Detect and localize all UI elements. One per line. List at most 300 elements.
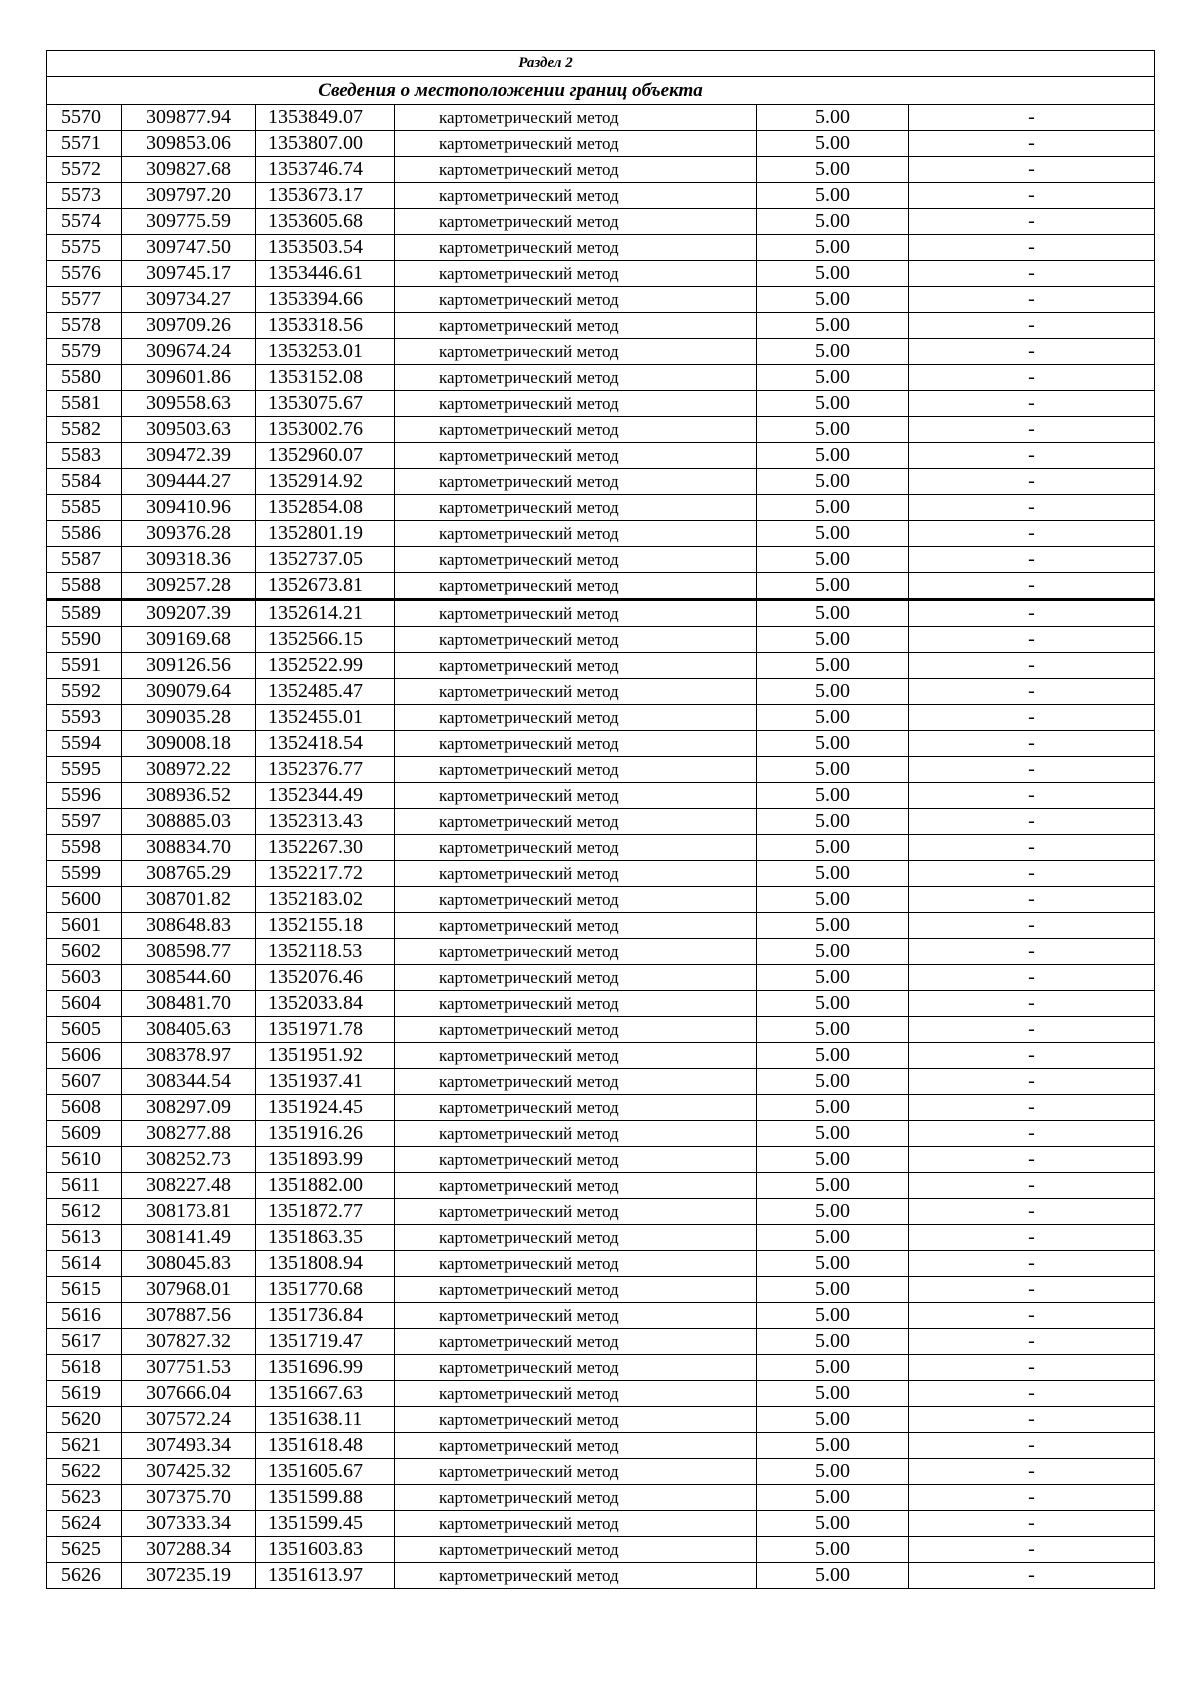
- point-number-cell: 5611: [47, 1173, 122, 1199]
- table-row: [47, 1563, 1155, 1589]
- error-value-cell: 5.00: [757, 965, 909, 991]
- x-coordinate-cell: 308701.82: [122, 887, 256, 913]
- method-cell: картометрический метод: [395, 131, 757, 157]
- point-number-cell: 5605: [47, 1017, 122, 1043]
- table-row: [47, 1459, 1155, 1485]
- point-number-cell: 5595: [47, 757, 122, 783]
- y-coordinate-cell: 1352614.21: [256, 600, 395, 627]
- description-cell: -: [909, 1459, 1155, 1485]
- table-row: [47, 157, 1155, 183]
- description-cell: -: [909, 600, 1155, 627]
- method-cell: картометрический метод: [395, 417, 757, 443]
- y-coordinate-cell: 1351613.97: [256, 1563, 395, 1589]
- x-coordinate-cell: 308045.83: [122, 1251, 256, 1277]
- table-row: [47, 339, 1155, 365]
- error-value-cell: 5.00: [757, 757, 909, 783]
- y-coordinate-cell: 1352960.07: [256, 443, 395, 469]
- table-row: [47, 1485, 1155, 1511]
- x-coordinate-cell: 308972.22: [122, 757, 256, 783]
- x-coordinate-cell: 308481.70: [122, 991, 256, 1017]
- error-value-cell: 5.00: [757, 887, 909, 913]
- y-coordinate-cell: 1352914.92: [256, 469, 395, 495]
- y-coordinate-cell: 1351599.88: [256, 1485, 395, 1511]
- method-cell: картометрический метод: [395, 105, 757, 131]
- y-coordinate-cell: 1352344.49: [256, 783, 395, 809]
- method-cell: картометрический метод: [395, 573, 757, 600]
- y-coordinate-cell: 1353503.54: [256, 235, 395, 261]
- description-cell: -: [909, 887, 1155, 913]
- point-number-cell: 5601: [47, 913, 122, 939]
- y-coordinate-cell: 1353318.56: [256, 313, 395, 339]
- method-cell: картометрический метод: [395, 731, 757, 757]
- point-number-cell: 5596: [47, 783, 122, 809]
- error-value-cell: 5.00: [757, 183, 909, 209]
- table-row: [47, 1537, 1155, 1563]
- y-coordinate-cell: 1351696.99: [256, 1355, 395, 1381]
- x-coordinate-cell: 309444.27: [122, 469, 256, 495]
- error-value-cell: 5.00: [757, 1329, 909, 1355]
- error-value-cell: 5.00: [757, 1225, 909, 1251]
- y-coordinate-cell: 1352033.84: [256, 991, 395, 1017]
- error-value-cell: 5.00: [757, 105, 909, 131]
- method-cell: картометрический метод: [395, 861, 757, 887]
- point-number-cell: 5621: [47, 1433, 122, 1459]
- x-coordinate-cell: 309410.96: [122, 495, 256, 521]
- x-coordinate-cell: 309775.59: [122, 209, 256, 235]
- method-cell: картометрический метод: [395, 627, 757, 653]
- section-title-row: [47, 77, 1155, 105]
- x-coordinate-cell: 308598.77: [122, 939, 256, 965]
- y-coordinate-cell: 1352118.53: [256, 939, 395, 965]
- description-cell: -: [909, 131, 1155, 157]
- error-value-cell: 5.00: [757, 287, 909, 313]
- error-value-cell: 5.00: [757, 1043, 909, 1069]
- x-coordinate-cell: 307288.34: [122, 1537, 256, 1563]
- x-coordinate-cell: 307572.24: [122, 1407, 256, 1433]
- description-cell: -: [909, 991, 1155, 1017]
- y-coordinate-cell: 1353849.07: [256, 105, 395, 131]
- table-row: [47, 443, 1155, 469]
- method-cell: картометрический метод: [395, 391, 757, 417]
- y-coordinate-cell: 1353394.66: [256, 287, 395, 313]
- point-number-cell: 5581: [47, 391, 122, 417]
- method-cell: картометрический метод: [395, 313, 757, 339]
- error-value-cell: 5.00: [757, 1095, 909, 1121]
- error-value-cell: 5.00: [757, 339, 909, 365]
- point-number-cell: 5578: [47, 313, 122, 339]
- x-coordinate-cell: 307375.70: [122, 1485, 256, 1511]
- x-coordinate-cell: 309169.68: [122, 627, 256, 653]
- y-coordinate-cell: 1352737.05: [256, 547, 395, 573]
- section-title: Сведения о местоположении границ объекта: [318, 80, 703, 101]
- description-cell: -: [909, 1199, 1155, 1225]
- y-coordinate-cell: 1352418.54: [256, 731, 395, 757]
- y-coordinate-cell: 1353253.01: [256, 339, 395, 365]
- table-row: [47, 1303, 1155, 1329]
- method-cell: картометрический метод: [395, 783, 757, 809]
- error-value-cell: 5.00: [757, 1121, 909, 1147]
- method-cell: картометрический метод: [395, 1225, 757, 1251]
- description-cell: -: [909, 809, 1155, 835]
- point-number-cell: 5612: [47, 1199, 122, 1225]
- description-cell: -: [909, 627, 1155, 653]
- table-row: [47, 1043, 1155, 1069]
- description-cell: -: [909, 965, 1155, 991]
- y-coordinate-cell: 1351605.67: [256, 1459, 395, 1485]
- method-cell: картометрический метод: [395, 653, 757, 679]
- description-cell: -: [909, 313, 1155, 339]
- point-number-cell: 5613: [47, 1225, 122, 1251]
- x-coordinate-cell: 309853.06: [122, 131, 256, 157]
- description-cell: -: [909, 1563, 1155, 1589]
- error-value-cell: 5.00: [757, 627, 909, 653]
- point-number-cell: 5586: [47, 521, 122, 547]
- table-row: [47, 209, 1155, 235]
- section-label-row: [47, 51, 1155, 77]
- method-cell: картометрический метод: [395, 495, 757, 521]
- table-row: [47, 679, 1155, 705]
- error-value-cell: 5.00: [757, 495, 909, 521]
- error-value-cell: 5.00: [757, 1147, 909, 1173]
- method-cell: картометрический метод: [395, 443, 757, 469]
- method-cell: картометрический метод: [395, 1381, 757, 1407]
- x-coordinate-cell: 309558.63: [122, 391, 256, 417]
- description-cell: -: [909, 1173, 1155, 1199]
- y-coordinate-cell: 1351882.00: [256, 1173, 395, 1199]
- error-value-cell: 5.00: [757, 1563, 909, 1589]
- point-number-cell: 5594: [47, 731, 122, 757]
- table-row: [47, 1511, 1155, 1537]
- y-coordinate-cell: 1353807.00: [256, 131, 395, 157]
- error-value-cell: 5.00: [757, 600, 909, 627]
- table-row: [47, 653, 1155, 679]
- description-cell: -: [909, 443, 1155, 469]
- description-cell: -: [909, 1121, 1155, 1147]
- table-row: [47, 1433, 1155, 1459]
- table-row: [47, 913, 1155, 939]
- y-coordinate-cell: 1351618.48: [256, 1433, 395, 1459]
- x-coordinate-cell: 309674.24: [122, 339, 256, 365]
- point-number-cell: 5597: [47, 809, 122, 835]
- y-coordinate-cell: 1351808.94: [256, 1251, 395, 1277]
- point-number-cell: 5571: [47, 131, 122, 157]
- y-coordinate-cell: 1352313.43: [256, 809, 395, 835]
- x-coordinate-cell: 308141.49: [122, 1225, 256, 1251]
- y-coordinate-cell: 1352455.01: [256, 705, 395, 731]
- method-cell: картометрический метод: [395, 1485, 757, 1511]
- error-value-cell: 5.00: [757, 1511, 909, 1537]
- y-coordinate-cell: 1351872.77: [256, 1199, 395, 1225]
- point-number-cell: 5626: [47, 1563, 122, 1589]
- description-cell: -: [909, 705, 1155, 731]
- point-number-cell: 5622: [47, 1459, 122, 1485]
- table-row: [47, 495, 1155, 521]
- table-row: [47, 1121, 1155, 1147]
- description-cell: -: [909, 653, 1155, 679]
- method-cell: картометрический метод: [395, 547, 757, 573]
- method-cell: картометрический метод: [395, 757, 757, 783]
- method-cell: картометрический метод: [395, 1095, 757, 1121]
- method-cell: картометрический метод: [395, 157, 757, 183]
- method-cell: картометрический метод: [395, 939, 757, 965]
- error-value-cell: 5.00: [757, 1355, 909, 1381]
- point-number-cell: 5573: [47, 183, 122, 209]
- description-cell: -: [909, 1329, 1155, 1355]
- x-coordinate-cell: 309877.94: [122, 105, 256, 131]
- error-value-cell: 5.00: [757, 131, 909, 157]
- method-cell: картометрический метод: [395, 1251, 757, 1277]
- method-cell: картометрический метод: [395, 887, 757, 913]
- point-number-cell: 5615: [47, 1277, 122, 1303]
- method-cell: картометрический метод: [395, 469, 757, 495]
- y-coordinate-cell: 1352076.46: [256, 965, 395, 991]
- method-cell: картометрический метод: [395, 1277, 757, 1303]
- description-cell: -: [909, 339, 1155, 365]
- error-value-cell: 5.00: [757, 469, 909, 495]
- description-cell: -: [909, 183, 1155, 209]
- table-row: [47, 1173, 1155, 1199]
- table-row: [47, 313, 1155, 339]
- table-row: [47, 105, 1155, 131]
- table-row: [47, 965, 1155, 991]
- method-cell: картометрический метод: [395, 365, 757, 391]
- point-number-cell: 5599: [47, 861, 122, 887]
- x-coordinate-cell: 308936.52: [122, 783, 256, 809]
- point-number-cell: 5607: [47, 1069, 122, 1095]
- x-coordinate-cell: 308834.70: [122, 835, 256, 861]
- error-value-cell: 5.00: [757, 417, 909, 443]
- method-cell: картометрический метод: [395, 809, 757, 835]
- description-cell: -: [909, 1043, 1155, 1069]
- point-number-cell: 5625: [47, 1537, 122, 1563]
- description-cell: -: [909, 287, 1155, 313]
- y-coordinate-cell: 1351863.35: [256, 1225, 395, 1251]
- point-number-cell: 5610: [47, 1147, 122, 1173]
- point-number-cell: 5575: [47, 235, 122, 261]
- x-coordinate-cell: 307827.32: [122, 1329, 256, 1355]
- description-cell: -: [909, 547, 1155, 573]
- point-number-cell: 5589: [47, 600, 122, 627]
- method-cell: картометрический метод: [395, 1329, 757, 1355]
- description-cell: -: [909, 469, 1155, 495]
- x-coordinate-cell: 309827.68: [122, 157, 256, 183]
- y-coordinate-cell: 1353152.08: [256, 365, 395, 391]
- description-cell: -: [909, 1017, 1155, 1043]
- y-coordinate-cell: 1353075.67: [256, 391, 395, 417]
- error-value-cell: 5.00: [757, 1381, 909, 1407]
- error-value-cell: 5.00: [757, 835, 909, 861]
- table-row: [47, 731, 1155, 757]
- table-row: [47, 1251, 1155, 1277]
- boundary-table: [46, 50, 1155, 1589]
- error-value-cell: 5.00: [757, 209, 909, 235]
- method-cell: картометрический метод: [395, 1459, 757, 1485]
- table-row: [47, 183, 1155, 209]
- method-cell: картометрический метод: [395, 965, 757, 991]
- table-row: [47, 261, 1155, 287]
- point-number-cell: 5618: [47, 1355, 122, 1381]
- point-number-cell: 5614: [47, 1251, 122, 1277]
- point-number-cell: 5603: [47, 965, 122, 991]
- point-number-cell: 5591: [47, 653, 122, 679]
- description-cell: -: [909, 1355, 1155, 1381]
- error-value-cell: 5.00: [757, 313, 909, 339]
- error-value-cell: 5.00: [757, 157, 909, 183]
- description-cell: -: [909, 105, 1155, 131]
- method-cell: картометрический метод: [395, 913, 757, 939]
- x-coordinate-cell: 308378.97: [122, 1043, 256, 1069]
- x-coordinate-cell: 308252.73: [122, 1147, 256, 1173]
- table-row: [47, 235, 1155, 261]
- point-number-cell: 5572: [47, 157, 122, 183]
- x-coordinate-cell: 309745.17: [122, 261, 256, 287]
- description-cell: -: [909, 1277, 1155, 1303]
- x-coordinate-cell: 307333.34: [122, 1511, 256, 1537]
- description-cell: -: [909, 365, 1155, 391]
- description-cell: -: [909, 1303, 1155, 1329]
- description-cell: -: [909, 573, 1155, 600]
- table-row: [47, 521, 1155, 547]
- method-cell: картометрический метод: [395, 1147, 757, 1173]
- x-coordinate-cell: 309257.28: [122, 573, 256, 600]
- error-value-cell: 5.00: [757, 1459, 909, 1485]
- table-row: [47, 469, 1155, 495]
- y-coordinate-cell: 1351971.78: [256, 1017, 395, 1043]
- x-coordinate-cell: 307235.19: [122, 1563, 256, 1589]
- error-value-cell: 5.00: [757, 1303, 909, 1329]
- x-coordinate-cell: 309747.50: [122, 235, 256, 261]
- point-number-cell: 5617: [47, 1329, 122, 1355]
- point-number-cell: 5616: [47, 1303, 122, 1329]
- x-coordinate-cell: 309503.63: [122, 417, 256, 443]
- point-number-cell: 5582: [47, 417, 122, 443]
- method-cell: картометрический метод: [395, 261, 757, 287]
- x-coordinate-cell: 309008.18: [122, 731, 256, 757]
- x-coordinate-cell: 307751.53: [122, 1355, 256, 1381]
- table-row: [47, 757, 1155, 783]
- description-cell: -: [909, 1407, 1155, 1433]
- error-value-cell: 5.00: [757, 573, 909, 600]
- table-row: [47, 1407, 1155, 1433]
- x-coordinate-cell: 309035.28: [122, 705, 256, 731]
- x-coordinate-cell: 309797.20: [122, 183, 256, 209]
- y-coordinate-cell: 1352801.19: [256, 521, 395, 547]
- description-cell: -: [909, 913, 1155, 939]
- method-cell: картометрический метод: [395, 705, 757, 731]
- description-cell: -: [909, 1069, 1155, 1095]
- y-coordinate-cell: 1351951.92: [256, 1043, 395, 1069]
- method-cell: картометрический метод: [395, 1017, 757, 1043]
- description-cell: -: [909, 1537, 1155, 1563]
- description-cell: -: [909, 1251, 1155, 1277]
- error-value-cell: 5.00: [757, 1537, 909, 1563]
- x-coordinate-cell: 309376.28: [122, 521, 256, 547]
- error-value-cell: 5.00: [757, 391, 909, 417]
- y-coordinate-cell: 1352217.72: [256, 861, 395, 887]
- point-number-cell: 5577: [47, 287, 122, 313]
- point-number-cell: 5609: [47, 1121, 122, 1147]
- point-number-cell: 5583: [47, 443, 122, 469]
- error-value-cell: 5.00: [757, 991, 909, 1017]
- method-cell: картометрический метод: [395, 1303, 757, 1329]
- error-value-cell: 5.00: [757, 443, 909, 469]
- x-coordinate-cell: 308885.03: [122, 809, 256, 835]
- point-number-cell: 5588: [47, 573, 122, 600]
- table-row: [47, 1095, 1155, 1121]
- table-row: [47, 391, 1155, 417]
- x-coordinate-cell: 308227.48: [122, 1173, 256, 1199]
- method-cell: картометрический метод: [395, 1537, 757, 1563]
- y-coordinate-cell: 1351916.26: [256, 1121, 395, 1147]
- table-row: [47, 939, 1155, 965]
- description-cell: -: [909, 783, 1155, 809]
- error-value-cell: 5.00: [757, 1485, 909, 1511]
- method-cell: картометрический метод: [395, 183, 757, 209]
- y-coordinate-cell: 1351770.68: [256, 1277, 395, 1303]
- description-cell: -: [909, 835, 1155, 861]
- description-cell: -: [909, 391, 1155, 417]
- y-coordinate-cell: 1352485.47: [256, 679, 395, 705]
- error-value-cell: 5.00: [757, 913, 909, 939]
- method-cell: картометрический метод: [395, 1563, 757, 1589]
- point-number-cell: 5604: [47, 991, 122, 1017]
- table-row: [47, 1147, 1155, 1173]
- error-value-cell: 5.00: [757, 1017, 909, 1043]
- y-coordinate-cell: 1351719.47: [256, 1329, 395, 1355]
- description-cell: -: [909, 1147, 1155, 1173]
- error-value-cell: 5.00: [757, 783, 909, 809]
- description-cell: -: [909, 757, 1155, 783]
- error-value-cell: 5.00: [757, 1199, 909, 1225]
- x-coordinate-cell: 308173.81: [122, 1199, 256, 1225]
- table-row: [47, 835, 1155, 861]
- description-cell: -: [909, 1381, 1155, 1407]
- section-label: Раздел 2: [518, 55, 573, 71]
- x-coordinate-cell: 308544.60: [122, 965, 256, 991]
- y-coordinate-cell: 1351736.84: [256, 1303, 395, 1329]
- method-cell: картометрический метод: [395, 679, 757, 705]
- x-coordinate-cell: 309601.86: [122, 365, 256, 391]
- y-coordinate-cell: 1351638.11: [256, 1407, 395, 1433]
- x-coordinate-cell: 308765.29: [122, 861, 256, 887]
- y-coordinate-cell: 1353446.61: [256, 261, 395, 287]
- method-cell: картометрический метод: [395, 1355, 757, 1381]
- description-cell: -: [909, 679, 1155, 705]
- method-cell: картометрический метод: [395, 1043, 757, 1069]
- method-cell: картометрический метод: [395, 600, 757, 627]
- point-number-cell: 5593: [47, 705, 122, 731]
- error-value-cell: 5.00: [757, 261, 909, 287]
- error-value-cell: 5.00: [757, 235, 909, 261]
- y-coordinate-cell: 1352155.18: [256, 913, 395, 939]
- method-cell: картометрический метод: [395, 339, 757, 365]
- table-row: [47, 1355, 1155, 1381]
- description-cell: -: [909, 861, 1155, 887]
- table-row: [47, 417, 1155, 443]
- table-row: [47, 131, 1155, 157]
- table-row: [47, 783, 1155, 809]
- x-coordinate-cell: 309472.39: [122, 443, 256, 469]
- error-value-cell: 5.00: [757, 1069, 909, 1095]
- error-value-cell: 5.00: [757, 547, 909, 573]
- table-row: [47, 1381, 1155, 1407]
- error-value-cell: 5.00: [757, 1251, 909, 1277]
- point-number-cell: 5587: [47, 547, 122, 573]
- method-cell: картометрический метод: [395, 991, 757, 1017]
- x-coordinate-cell: 309734.27: [122, 287, 256, 313]
- error-value-cell: 5.00: [757, 1173, 909, 1199]
- error-value-cell: 5.00: [757, 861, 909, 887]
